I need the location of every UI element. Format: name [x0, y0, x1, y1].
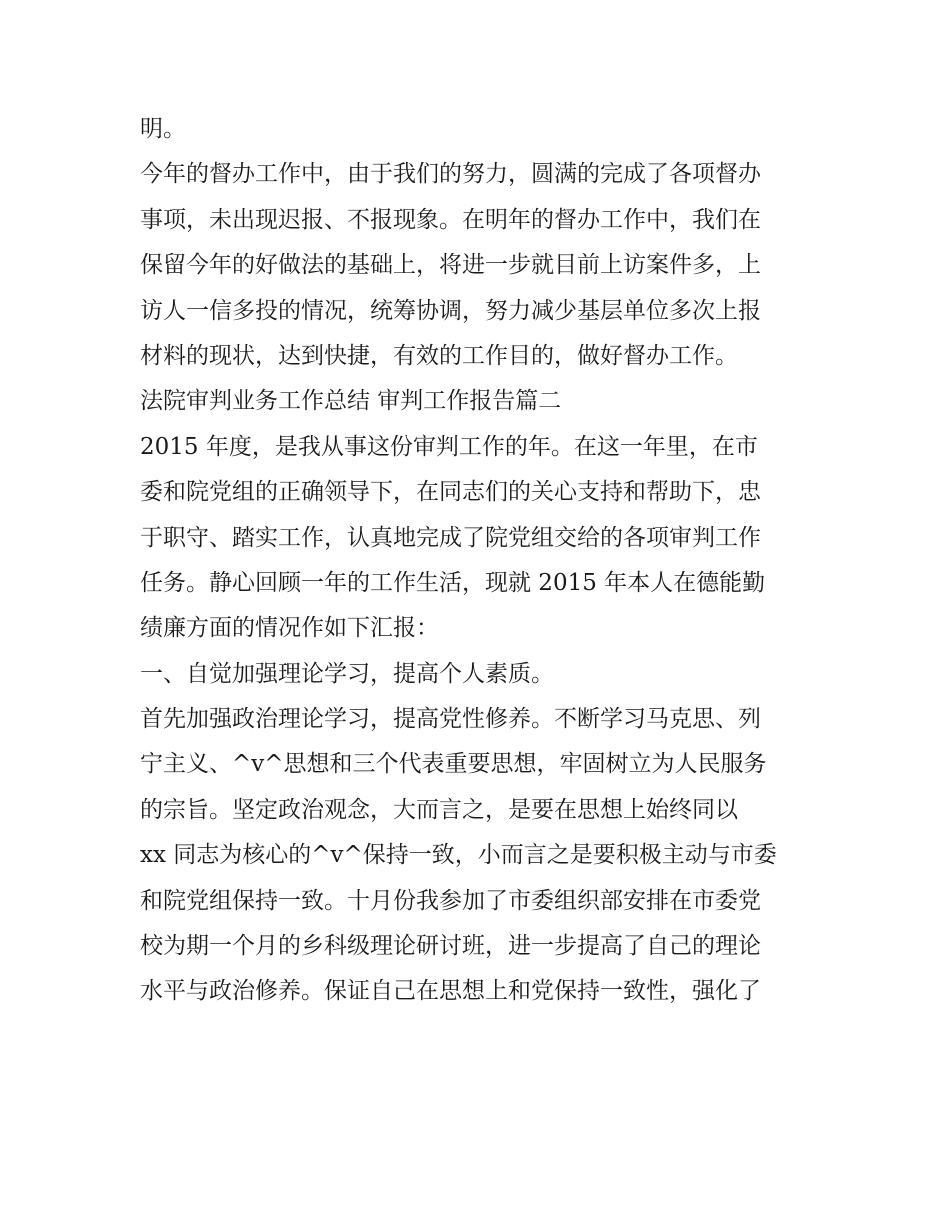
text-line: 宁主义、^v^思想和三个代表重要思想，牢固树立为人民服务	[140, 751, 767, 778]
document-body	[140, 107, 820, 1015]
text-line: 材料的现状，达到快捷，有效的工作目的，做好督办工作。	[140, 342, 738, 369]
text-line: 2015 年度，是我从事这份审判工作的年。在这一年里，在市	[140, 433, 758, 460]
text-line: xx 同志为核心的^v^保持一致，小而言之是要积极主动与市委	[140, 842, 777, 869]
text-line: 保留今年的好做法的基础上，将进一步就目前上访案件多，上	[140, 252, 761, 279]
section-heading: 法院审判业务工作总结 审判工作报告篇二	[140, 388, 562, 415]
text-line: 绩廉方面的情况作如下汇报：	[140, 615, 439, 642]
text-line: 明。	[140, 116, 186, 142]
text-line: 今年的督办工作中，由于我们的努力，圆满的完成了各项督办	[140, 161, 761, 188]
text-line: 委和院党组的正确领导下，在同志们的关心支持和帮助下，忠	[140, 479, 761, 506]
text-line: 任务。静心回顾一年的工作生活，现就 2015 年本人在德能勤	[140, 569, 766, 596]
text-line: 的宗旨。坚定政治观念，大而言之，是要在思想上始终同以	[140, 796, 738, 823]
text-line: 校为期一个月的乡科级理论研讨班，进一步提高了自己的理论	[140, 933, 761, 960]
text-line: 首先加强政治理论学习，提高党性修养。不断学习马克思、列	[140, 706, 761, 733]
text-line: 于职守、踏实工作，认真地完成了院党组交给的各项审判工作	[140, 524, 761, 551]
text-line: 访人一信多投的情况，统筹协调，努力减少基层单位多次上报	[140, 297, 761, 324]
text-line: 和院党组保持一致。十月份我参加了市委组织部安排在市委党	[140, 887, 761, 914]
text-line: 事项，未出现迟报、不报现象。在明年的督办工作中，我们在	[140, 206, 761, 233]
subsection-heading: 一、自觉加强理论学习，提高个人素质。	[140, 660, 554, 687]
text-line: 水平与政治修养。保证自己在思想上和党保持一致性，强化了	[140, 978, 761, 1005]
